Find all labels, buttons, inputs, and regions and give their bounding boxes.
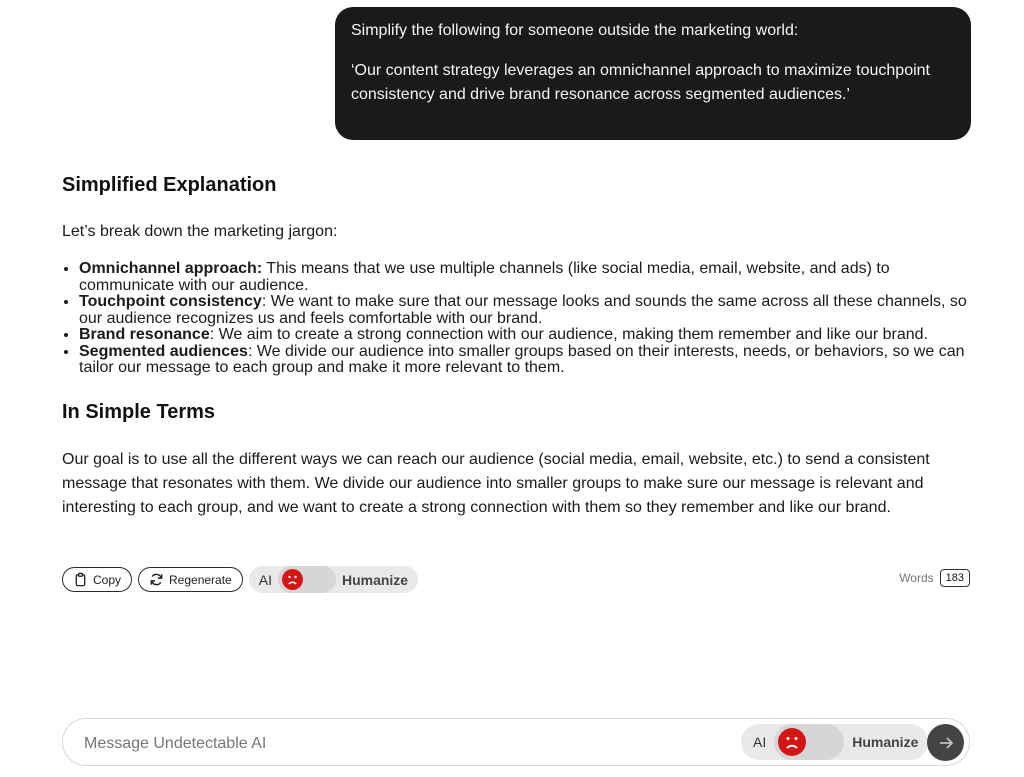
clipboard-icon (73, 572, 88, 587)
copy-button[interactable] (62, 567, 132, 592)
toggle-humanize-label: Humanize (341, 571, 409, 588)
list-item (79, 344, 974, 377)
list-item (79, 327, 974, 344)
send-button[interactable] (927, 724, 964, 761)
refresh-icon (149, 572, 164, 587)
point-term: Omnichannel approach: (79, 260, 263, 277)
toggle-track[interactable] (774, 724, 844, 760)
message-input[interactable] (82, 731, 706, 757)
answer-summary: Our goal is to use all the different ways we can reach our audience (social media, email, website, etc.) to send a consistent message that resonates with them. We divide our audience into smaller groups to make sure our message is relevant and interesting to each group, and we want to create a strong connection with them so they remember and like our brand. (62, 450, 930, 516)
copy-label: Copy (93, 572, 122, 587)
humanize-toggle[interactable] (249, 566, 418, 593)
toggle-ai-label: AI (753, 734, 767, 750)
point-text: : We aim to create a strong connection with our audience, making them remember and like our brand. (209, 326, 929, 343)
point-text: This means that we use multiple channels (like social media, email, website, and ads) to communicate with our audience. (79, 260, 890, 294)
list-item (79, 294, 974, 327)
user-message-line-1: Simplify the following for someone outside the marketing world: (351, 22, 799, 39)
message-composer (62, 718, 970, 766)
point-text: : We want to make sure that our message looks and sounds the same across all these channels, so our audience recognizes us and feels comfortable with our brand. (79, 293, 967, 327)
answer-actions (62, 566, 418, 593)
word-count-badge: 183 (940, 569, 970, 587)
words-label: Words (899, 571, 934, 585)
user-message-line-2: ‘Our content strategy leverages an omnichannel approach to maximize touchpoint consistency and drive brand resonance across segmented audiences.’ (351, 62, 930, 103)
assistant-answer (62, 174, 974, 520)
answer-heading-simple-terms: In Simple Terms (62, 400, 216, 423)
answer-points-list (62, 261, 974, 377)
answer-intro: Let’s break down the marketing jargon: (62, 223, 338, 240)
toggle-humanize-label: Humanize (852, 734, 919, 750)
point-term: Segmented audiences (79, 342, 248, 360)
word-count (899, 569, 970, 587)
sad-face-icon (778, 728, 806, 756)
point-text: : We divide our audience into smaller groups based on their interests, needs, or behaviors, so we can tailor our message to each group and make it more relevant to them. (79, 342, 965, 376)
regenerate-button[interactable] (138, 567, 243, 592)
answer-heading-simplified: Simplified Explanation (62, 174, 277, 196)
point-term: Touchpoint consistency (79, 293, 262, 310)
user-message-bubble (335, 7, 971, 140)
toggle-ai-label: AI (258, 571, 272, 588)
toggle-track[interactable] (278, 566, 336, 593)
composer-humanize-toggle[interactable] (741, 724, 928, 760)
point-term: Brand resonance (79, 326, 210, 343)
regenerate-label: Regenerate (169, 572, 232, 587)
arrow-right-icon (937, 734, 955, 752)
list-item (79, 261, 974, 294)
sad-face-icon (282, 569, 303, 590)
